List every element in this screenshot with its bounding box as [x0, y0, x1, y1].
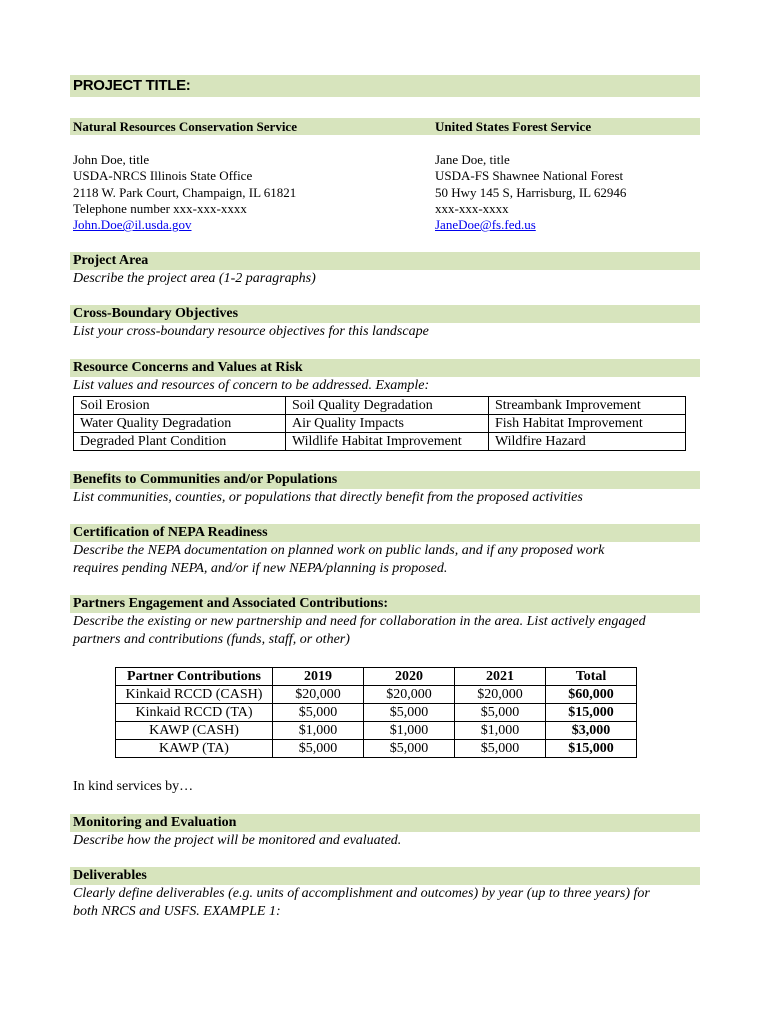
- deliverables-heading: Deliverables: [70, 867, 700, 885]
- cross-boundary-section: [70, 305, 700, 341]
- table-cell-total: $60,000: [546, 686, 637, 704]
- usfs-contact-name: Jane Doe, title: [435, 152, 510, 167]
- nrcs-email-link[interactable]: John.Doe@il.usda.gov: [73, 217, 192, 233]
- table-cell: Degraded Plant Condition: [74, 433, 286, 451]
- partners-heading: Partners Engagement and Associated Contributions:: [70, 595, 700, 613]
- monitoring-description: Describe how the project will be monitored and evaluated.: [73, 833, 402, 848]
- table-row: [74, 397, 686, 415]
- table-cell: KAWP (TA): [116, 740, 273, 758]
- column-header: Partner Contributions: [116, 668, 273, 686]
- usfs-address: 50 Hwy 145 S, Harrisburg, IL 62946: [435, 184, 627, 200]
- table-cell: $5,000: [455, 704, 546, 722]
- partner-contributions-table: [115, 667, 637, 758]
- table-cell: Wildlife Habitat Improvement: [286, 433, 489, 451]
- partners-description-line2: partners and contributions (funds, staff, or other): [73, 632, 350, 647]
- table-row: [116, 722, 637, 740]
- deliverables-section: [70, 867, 700, 921]
- cross-boundary-heading: Cross-Boundary Objectives: [70, 305, 700, 323]
- nepa-heading: Certification of NEPA Readiness: [70, 524, 700, 542]
- table-cell: $1,000: [364, 722, 455, 740]
- table-cell: Wildfire Hazard: [489, 433, 686, 451]
- table-cell: $5,000: [455, 740, 546, 758]
- table-cell: $5,000: [364, 740, 455, 758]
- resource-concerns-table: [73, 396, 686, 451]
- table-row: [74, 433, 686, 451]
- table-cell: $20,000: [455, 686, 546, 704]
- nrcs-agency-name: Natural Resources Conservation Service: [73, 119, 297, 134]
- table-cell: Water Quality Degradation: [74, 415, 286, 433]
- project-area-section: [70, 252, 700, 288]
- column-header: 2019: [273, 668, 364, 686]
- table-cell: Fish Habitat Improvement: [489, 415, 686, 433]
- table-cell: Streambank Improvement: [489, 397, 686, 415]
- usfs-office: USDA-FS Shawnee National Forest: [435, 168, 624, 184]
- table-cell: $5,000: [273, 740, 364, 758]
- cross-boundary-description: List your cross-boundary resource objectives for this landscape: [73, 324, 429, 339]
- table-cell: Kinkaid RCCD (CASH): [116, 686, 273, 704]
- usfs-email-link[interactable]: JaneDoe@fs.fed.us: [435, 217, 536, 233]
- nepa-section: [70, 524, 700, 578]
- usfs-contact-block: [435, 152, 626, 233]
- usfs-agency-name: United States Forest Service: [435, 119, 592, 134]
- table-cell: Air Quality Impacts: [286, 415, 489, 433]
- table-cell: $1,000: [273, 722, 364, 740]
- project-title: PROJECT TITLE:: [70, 75, 700, 97]
- deliverables-description-line2: both NRCS and USFS. EXAMPLE 1:: [73, 904, 281, 919]
- project-area-description: Describe the project area (1-2 paragraphs): [73, 271, 316, 286]
- monitoring-heading: Monitoring and Evaluation: [70, 814, 700, 832]
- table-cell: $5,000: [364, 704, 455, 722]
- column-header: 2020: [364, 668, 455, 686]
- nepa-description-line1: Describe the NEPA documentation on planned work on public lands, and if any proposed work: [73, 543, 605, 558]
- table-row: [116, 704, 637, 722]
- nrcs-contact-name: John Doe, title: [73, 152, 150, 167]
- resource-concerns-description: List values and resources of concern to be addressed. Example:: [73, 378, 430, 393]
- table-cell: $20,000: [364, 686, 455, 704]
- column-header: Total: [546, 668, 637, 686]
- table-cell: Kinkaid RCCD (TA): [116, 704, 273, 722]
- benefits-heading: Benefits to Communities and/or Populations: [70, 471, 700, 489]
- partners-description-line1: Describe the existing or new partnership and need for collaboration in the area. List actively engaged: [73, 614, 646, 629]
- table-cell: Soil Erosion: [74, 397, 286, 415]
- nrcs-phone: Telephone number xxx-xxx-xxxx: [73, 200, 247, 216]
- table-cell: KAWP (CASH): [116, 722, 273, 740]
- benefits-description: List communities, counties, or populations that directly benefit from the proposed activities: [73, 490, 583, 505]
- resource-concerns-section: [70, 359, 700, 395]
- nepa-description-line2: requires pending NEPA, and/or if new NEPA/planning is proposed.: [73, 561, 448, 576]
- resource-concerns-heading: Resource Concerns and Values at Risk: [70, 359, 700, 377]
- table-row: [116, 740, 637, 758]
- partners-section: [70, 595, 700, 649]
- table-header-row: [116, 668, 637, 686]
- usfs-phone: xxx-xxx-xxxx: [435, 200, 509, 216]
- table-cell-total: $15,000: [546, 704, 637, 722]
- table-cell: $5,000: [273, 704, 364, 722]
- monitoring-section: [70, 814, 700, 850]
- table-cell: $1,000: [455, 722, 546, 740]
- nrcs-office: USDA-NRCS Illinois State Office: [73, 168, 253, 184]
- table-cell-total: $15,000: [546, 740, 637, 758]
- nrcs-address: 2118 W. Park Court, Champaign, IL 61821: [73, 184, 297, 200]
- table-cell: $20,000: [273, 686, 364, 704]
- project-area-heading: Project Area: [70, 252, 700, 270]
- table-row: [74, 415, 686, 433]
- column-header: 2021: [455, 668, 546, 686]
- nrcs-contact-block: [73, 152, 296, 233]
- benefits-section: [70, 471, 700, 507]
- in-kind-text: In kind services by…: [73, 779, 194, 794]
- table-row: [116, 686, 637, 704]
- table-cell: Soil Quality Degradation: [286, 397, 489, 415]
- deliverables-description-line1: Clearly define deliverables (e.g. units of accomplishment and outcomes) by year (up to three years) for: [73, 886, 650, 901]
- table-cell-total: $3,000: [546, 722, 637, 740]
